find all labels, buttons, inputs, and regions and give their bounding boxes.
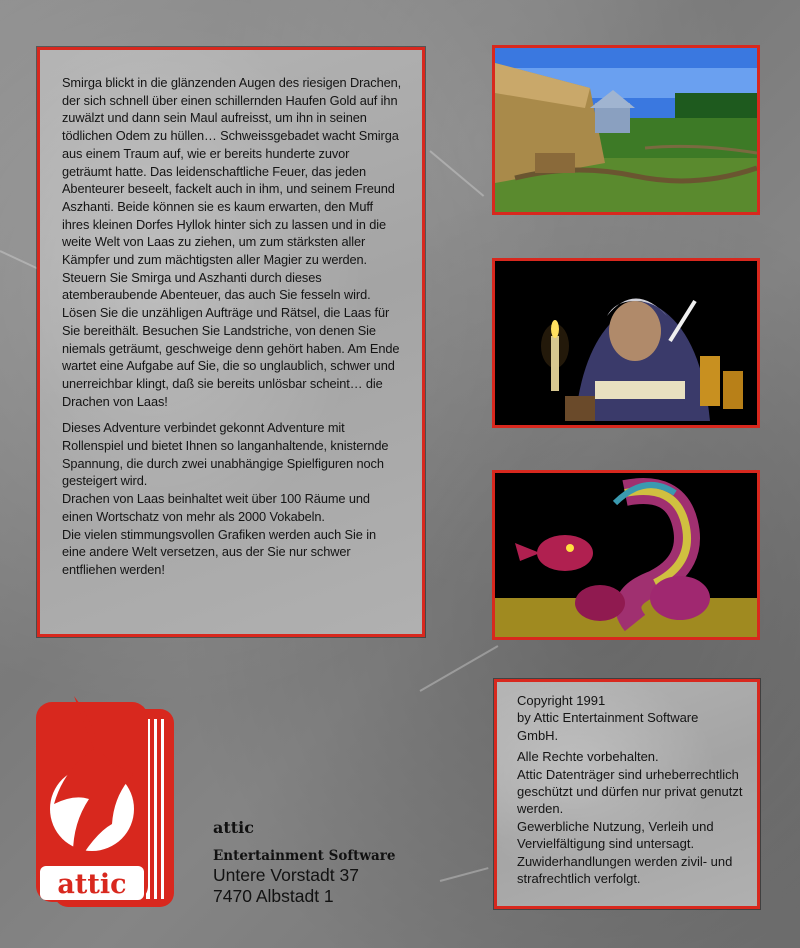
company-name: attic [213, 818, 254, 837]
story-paragraph: Drachen von Laas beinhaltet weit über 100 Räume und einen Wortschatz von mehr als 2000 Vokabeln. [62, 491, 370, 524]
usage-notice: Gewerbliche Nutzung, Verleih und Vervielfältigung sind untersagt. [517, 818, 714, 852]
story-paragraph: Smirga blickt in die glänzenden Augen des riesigen Drachen, der sich schnell über einen schillernden Haufen Gold auf ihn zuwälzt und dann sein Maul aufreisst, um ihn in seinen tödlichen Odem zu hüllen… Schweissgebadet wacht Smirga aus einem Traum auf, wie er bereits hunderte zuvor geträumt hatte. Das leidenschaftliche Feuer, das jeden Abenteurer beseelt, fackelt auch in ihm, und seinem Freund Aszhanti. Beide können sie es kaum erwarten, den Muff ihres kleinen Dorfes Hyllok hinter sich zu lassen und in die weite Welt von Laas zu ziehen, um zum stärksten aller Kämpfer und zum mächtigsten aller Magier zu werden. Steuern Sie Smirga und Aszhanti durch dieses atemberaubende Abenteuer, das auch Sie fesseln wird. Lösen Sie die unzähligen Aufträge und Rätsel, die Laas für Sie bereithält. Besuchen Sie Landstriche, von denen Sie niemals geträumt, geschweige denn gehört haben. Am Ende wartet eine Aufgabe auf Sie, die so unglaublich, schwer und unerreichbar klingt, daß sie bereits unlösbar scheint… die Drachen von Laas! [62, 75, 402, 409]
company-street: Untere Vorstadt 37 [213, 865, 359, 885]
copyright-notice: Attic Datenträger sind urheberrechtlich geschützt und dürfen nur privat genutzt werden. [517, 766, 743, 817]
village-screenshot [492, 45, 760, 215]
wizard-screenshot [492, 258, 760, 428]
attic-logo [34, 694, 180, 910]
copyright-holder: by Attic Entertainment Software GmbH. [517, 710, 699, 743]
marble-vein [429, 150, 484, 197]
story-panel [37, 47, 425, 637]
copyright-year: Copyright 1991 [517, 693, 606, 708]
rights-reserved: Alle Rechte vorbehalten. [517, 749, 659, 765]
story-paragraph: Dieses Adventure verbindet gekonnt Adventure mit Rollenspiel und bietet Ihnen so langanhaltende, knisternde Spannung, die durch zwei unabhängige Spielfiguren noch gesteigert wird. [62, 420, 389, 489]
dragon-screenshot [492, 470, 760, 640]
copyright-panel [494, 679, 760, 909]
story-paragraph: Die vielen stimmungsvollen Grafiken werden auch Sie in eine andere Welt versetzen, aus der Sie nur schwer entfliehen werden! [62, 526, 376, 577]
marble-vein [420, 645, 499, 692]
company-city: 7470 Albstadt 1 [213, 886, 334, 906]
logo-text: attic [57, 869, 127, 900]
company-tagline: Entertainment Software [213, 848, 396, 864]
legal-notice: Zuwiderhandlungen werden zivil- und strafrechtlich verfolgt. [517, 853, 733, 887]
company-info [213, 818, 395, 907]
marble-vein [440, 867, 489, 882]
